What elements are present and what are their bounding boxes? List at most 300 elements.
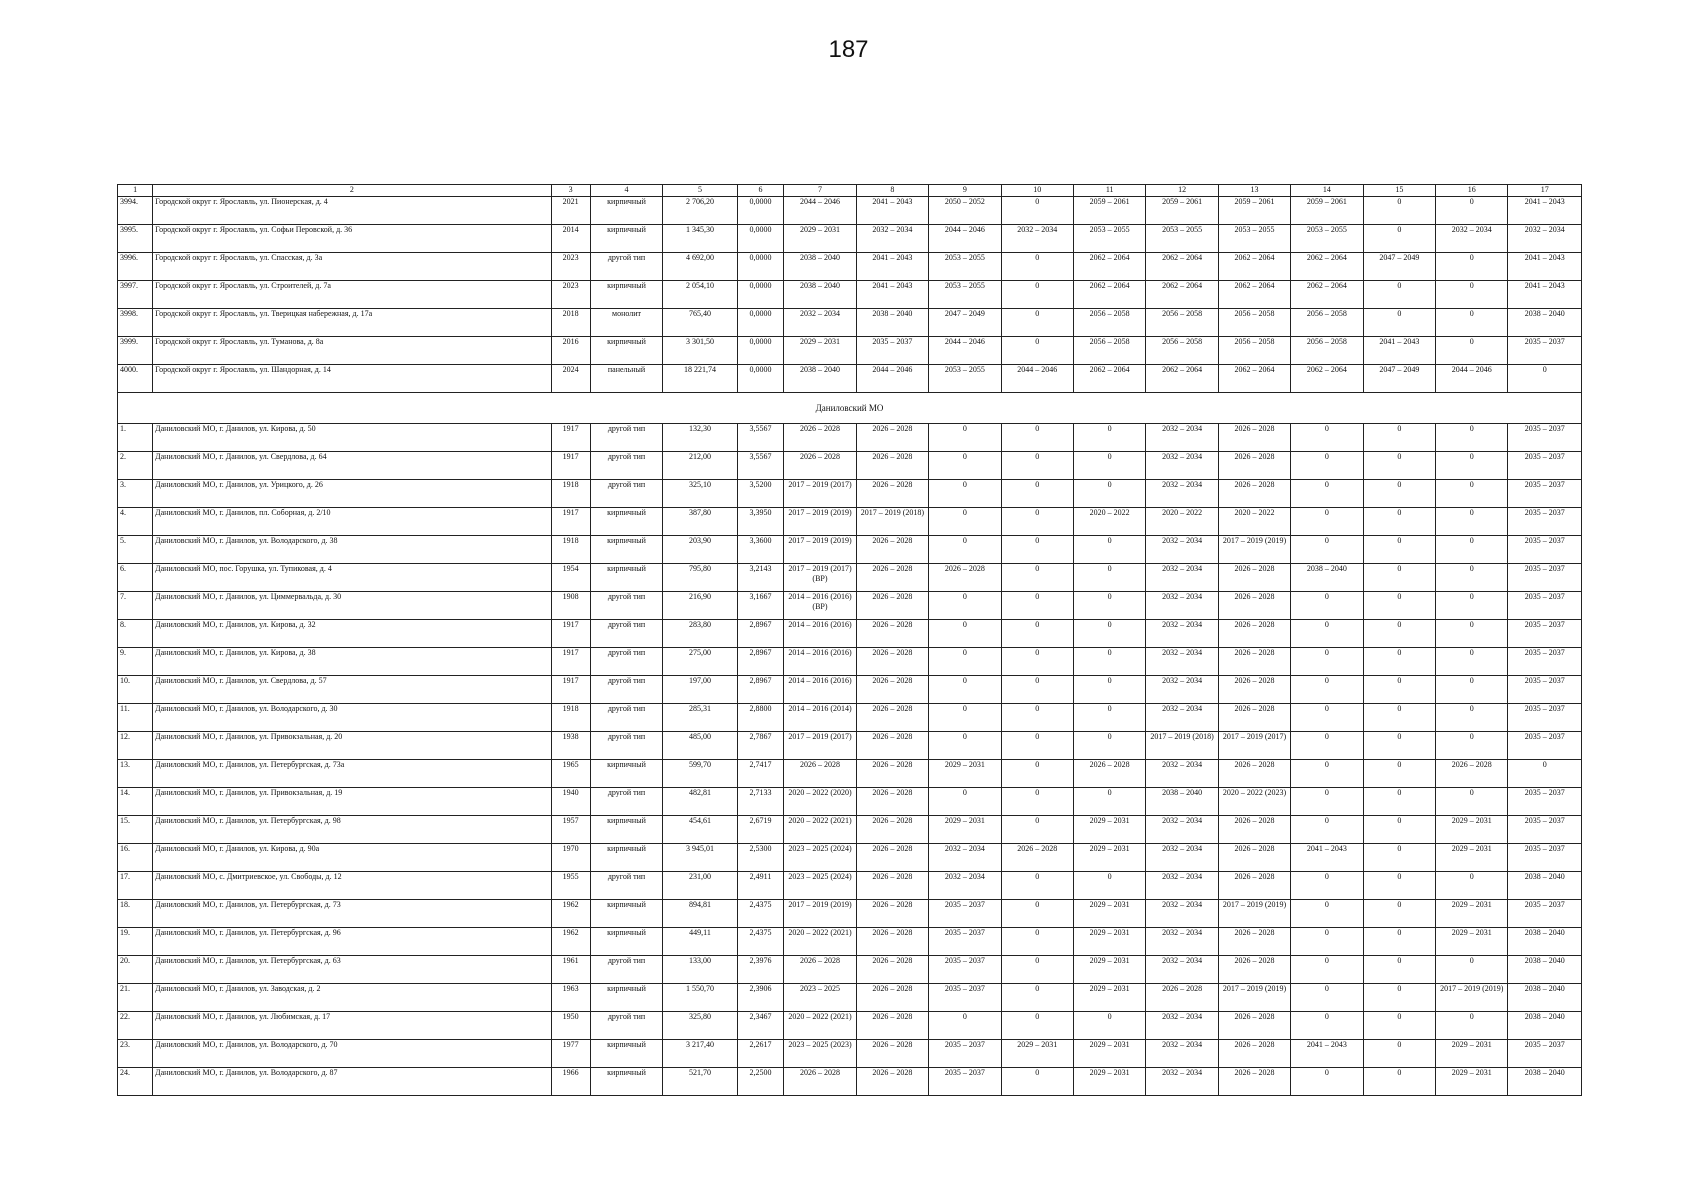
table-cell: 2029 – 2031 — [1436, 1040, 1508, 1068]
table-cell: монолит — [590, 309, 662, 337]
table-cell: 15. — [118, 816, 153, 844]
table-cell: 2026 – 2028 — [856, 704, 928, 732]
table-cell: 2041 – 2043 — [856, 281, 928, 309]
table-cell: 0 — [1363, 197, 1435, 225]
table-cell: 2026 – 2028 — [856, 788, 928, 816]
table-cell: кирпичный — [590, 760, 662, 788]
table-cell: 1917 — [551, 424, 590, 452]
table-cell: Даниловский МО, г. Данилов, ул. Свердлова, д. 64 — [153, 452, 551, 480]
table-cell: 6 — [737, 185, 784, 197]
table-cell: 2053 – 2055 — [1073, 225, 1145, 253]
table-cell: 0 — [1363, 424, 1435, 452]
table-row — [118, 1040, 1582, 1068]
table-cell: 2,4375 — [737, 928, 784, 956]
table-cell: 0 — [1001, 984, 1073, 1012]
table-cell: 2017 – 2019 (2017) — [784, 732, 856, 760]
table-cell: Даниловский МО, г. Данилов, ул. Петербургская, д. 63 — [153, 956, 551, 984]
table-cell: 0 — [1291, 424, 1363, 452]
table-cell: 283,80 — [663, 620, 737, 648]
table-cell: 0 — [1436, 337, 1508, 365]
table-cell: 2,2617 — [737, 1040, 784, 1068]
table-cell: 2038 – 2040 — [784, 253, 856, 281]
table-cell: 2017 – 2019 (2018) — [856, 508, 928, 536]
table-cell: 2029 – 2031 — [1073, 1040, 1145, 1068]
table-cell: 0 — [1001, 704, 1073, 732]
table-cell: 3,5567 — [737, 424, 784, 452]
table-cell: 3997. — [118, 281, 153, 309]
table-cell: Даниловский МО, г. Данилов, ул. Володарского, д. 87 — [153, 1068, 551, 1096]
table-row — [118, 984, 1582, 1012]
table-cell: 1 — [118, 185, 153, 197]
table-cell: 2,6719 — [737, 816, 784, 844]
table-cell: 2044 – 2046 — [1436, 365, 1508, 393]
table-cell: 2032 – 2034 — [1146, 564, 1218, 592]
table-cell: 2032 – 2034 — [1001, 225, 1073, 253]
table-cell: 1918 — [551, 704, 590, 732]
table-cell: 0 — [929, 452, 1001, 480]
table-cell: 0 — [1001, 788, 1073, 816]
table-cell: 0 — [1001, 424, 1073, 452]
table-cell: 13 — [1218, 185, 1290, 197]
table-cell: 0 — [1363, 225, 1435, 253]
table-cell: 2032 – 2034 — [1146, 648, 1218, 676]
table-cell: 2026 – 2028 — [1218, 424, 1290, 452]
table-cell: 1962 — [551, 900, 590, 928]
table-cell: 2044 – 2046 — [929, 225, 1001, 253]
table-row — [118, 676, 1582, 704]
table-cell: 2026 – 2028 — [784, 424, 856, 452]
table-cell: 0 — [1363, 309, 1435, 337]
table-cell: 16. — [118, 844, 153, 872]
table-cell: 2026 – 2028 — [784, 452, 856, 480]
table-cell: 3,3950 — [737, 508, 784, 536]
table-cell: кирпичный — [590, 928, 662, 956]
table-cell: 0 — [1001, 732, 1073, 760]
table-cell: Даниловский МО, пос. Горушка, ул. Тупиковая, д. 4 — [153, 564, 551, 592]
table-cell: 14. — [118, 788, 153, 816]
table-cell: 0 — [1001, 337, 1073, 365]
table-cell: 2032 – 2034 — [1146, 592, 1218, 620]
table-cell: 2038 – 2040 — [1508, 872, 1582, 900]
table-row — [118, 928, 1582, 956]
table-cell: 2041 – 2043 — [1508, 281, 1582, 309]
table-cell: 231,00 — [663, 872, 737, 900]
table-cell: 0 — [929, 704, 1001, 732]
table-cell: 5 — [663, 185, 737, 197]
table-cell: 2029 – 2031 — [1073, 816, 1145, 844]
table-cell: 0 — [929, 788, 1001, 816]
table-cell: 0 — [1291, 732, 1363, 760]
table-cell: 2,2500 — [737, 1068, 784, 1096]
table-cell: 16 — [1436, 185, 1508, 197]
table-cell: 0 — [1001, 648, 1073, 676]
table-cell: 3,5200 — [737, 480, 784, 508]
table-cell: 0 — [1291, 592, 1363, 620]
table-cell: 2032 – 2034 — [1146, 872, 1218, 900]
table-cell: 10 — [1001, 185, 1073, 197]
table-cell: Даниловский МО, г. Данилов, ул. Кирова, д. 38 — [153, 648, 551, 676]
table-cell: 2044 – 2046 — [1001, 365, 1073, 393]
table-cell: кирпичный — [590, 1040, 662, 1068]
table-cell: 0 — [1363, 1040, 1435, 1068]
table-cell: 0 — [1073, 536, 1145, 564]
table-cell: 2041 – 2043 — [856, 197, 928, 225]
table-cell: 2026 – 2028 — [856, 1040, 928, 1068]
table-cell: 2026 – 2028 — [856, 592, 928, 620]
table-cell: 2026 – 2028 — [1218, 564, 1290, 592]
table-cell: 2035 – 2037 — [1508, 676, 1582, 704]
table-cell: Даниловский МО, г. Данилов, ул. Кирова, д. 90а — [153, 844, 551, 872]
table-cell: 2032 – 2034 — [856, 225, 928, 253]
table-cell: другой тип — [590, 620, 662, 648]
table-cell: 2032 – 2034 — [929, 872, 1001, 900]
table-cell: 2 — [153, 185, 551, 197]
table-cell: 599,70 — [663, 760, 737, 788]
table-cell: 0 — [1001, 197, 1073, 225]
table-cell: 2032 – 2034 — [1146, 424, 1218, 452]
table-cell: 11. — [118, 704, 153, 732]
table-cell: 0 — [1073, 872, 1145, 900]
table-cell: 1917 — [551, 620, 590, 648]
table-cell: 6. — [118, 564, 153, 592]
table-cell: 2035 – 2037 — [929, 1068, 1001, 1096]
table-cell: 0,0000 — [737, 365, 784, 393]
table-cell: 2014 – 2016 (2014) — [784, 704, 856, 732]
table-cell: 0 — [1436, 281, 1508, 309]
table-cell: 1955 — [551, 872, 590, 900]
table-cell: 0 — [1001, 508, 1073, 536]
table-cell: 0 — [1001, 480, 1073, 508]
table-cell: 2056 – 2058 — [1073, 337, 1145, 365]
table-cell: 2041 – 2043 — [1363, 337, 1435, 365]
table-cell: 3995. — [118, 225, 153, 253]
table-cell: 2014 – 2016 (2016) — [784, 676, 856, 704]
table-cell: 2,4911 — [737, 872, 784, 900]
table-cell: 2023 — [551, 253, 590, 281]
table-cell: 2035 – 2037 — [1508, 900, 1582, 928]
table-cell: 1918 — [551, 480, 590, 508]
table-cell: 2062 – 2064 — [1073, 281, 1145, 309]
table-cell: Городской округ г. Ярославль, ул. Туманова, д. 8а — [153, 337, 551, 365]
table-cell: 275,00 — [663, 648, 737, 676]
table-cell: 0 — [1291, 704, 1363, 732]
table-cell: 0 — [1001, 900, 1073, 928]
table-cell: 2026 – 2028 — [1146, 984, 1218, 1012]
table-cell: 0 — [1436, 508, 1508, 536]
table-cell: 1918 — [551, 536, 590, 564]
table-cell: кирпичный — [590, 564, 662, 592]
table-cell: 2029 – 2031 — [1436, 900, 1508, 928]
table-cell: 0 — [1363, 816, 1435, 844]
table-cell: 0 — [1073, 732, 1145, 760]
table-cell: 0 — [1436, 648, 1508, 676]
table-cell: 0 — [1436, 732, 1508, 760]
table-cell: 2029 – 2031 — [929, 760, 1001, 788]
table-row — [118, 197, 1582, 225]
table-cell: 0 — [929, 508, 1001, 536]
table-row — [118, 788, 1582, 816]
table-cell: 0 — [1363, 956, 1435, 984]
table-cell: 2017 – 2019 (2017) — [784, 480, 856, 508]
table-cell: 1. — [118, 424, 153, 452]
table-cell: 449,11 — [663, 928, 737, 956]
table-cell: 2,8967 — [737, 620, 784, 648]
table-cell: 2026 – 2028 — [1218, 956, 1290, 984]
table-cell: Даниловский МО, г. Данилов, ул. Урицкого, д. 26 — [153, 480, 551, 508]
table-cell: 0 — [1073, 424, 1145, 452]
table-cell: 0,0000 — [737, 281, 784, 309]
table-cell: Городской округ г. Ярославль, ул. Софьи Перовской, д. 36 — [153, 225, 551, 253]
table-cell: 0,0000 — [737, 253, 784, 281]
table-cell: 1954 — [551, 564, 590, 592]
table-cell: 0 — [1291, 508, 1363, 536]
register-table — [117, 184, 1582, 1096]
table-cell: 2056 – 2058 — [1218, 309, 1290, 337]
table-cell: 0 — [1291, 900, 1363, 928]
table-cell: 2053 – 2055 — [1146, 225, 1218, 253]
table-cell: 3,2143 — [737, 564, 784, 592]
table-cell: 2032 – 2034 — [1146, 816, 1218, 844]
table-cell: Даниловский МО, г. Данилов, ул. Володарского, д. 30 — [153, 704, 551, 732]
table-cell: 0,0000 — [737, 225, 784, 253]
table-cell: 2032 – 2034 — [1146, 452, 1218, 480]
table-cell: 2032 – 2034 — [784, 309, 856, 337]
table-cell: 0 — [929, 648, 1001, 676]
table-cell: 2026 – 2028 — [856, 844, 928, 872]
table-cell: Даниловский МО, г. Данилов, ул. Петербургская, д. 73 — [153, 900, 551, 928]
table-cell: 3,5567 — [737, 452, 784, 480]
table-cell: 0 — [1073, 480, 1145, 508]
table-cell: 2026 – 2028 — [856, 452, 928, 480]
table-cell: 2053 – 2055 — [929, 281, 1001, 309]
table-cell: 2062 – 2064 — [1291, 253, 1363, 281]
table-cell: 212,00 — [663, 452, 737, 480]
table-cell: 0 — [1001, 1012, 1073, 1040]
table-cell: 2026 – 2028 — [1218, 760, 1290, 788]
table-cell: 0 — [1363, 788, 1435, 816]
table-cell: 2035 – 2037 — [929, 956, 1001, 984]
table-cell: 2026 – 2028 — [856, 1068, 928, 1096]
table-cell: 2026 – 2028 — [784, 956, 856, 984]
table-cell: 2023 – 2025 (2024) — [784, 844, 856, 872]
table-cell: 2026 – 2028 — [1218, 452, 1290, 480]
table-cell: 0 — [1436, 592, 1508, 620]
table-cell: 0 — [929, 480, 1001, 508]
table-cell: Городской округ г. Ярославль, ул. Пионерская, д. 4 — [153, 197, 551, 225]
table-cell: другой тип — [590, 1012, 662, 1040]
table-cell: 2038 – 2040 — [1146, 788, 1218, 816]
table-cell: 2026 – 2028 — [1218, 816, 1290, 844]
table-cell: 2017 – 2019 (2019) — [784, 536, 856, 564]
table-cell: 17. — [118, 872, 153, 900]
table-cell: 2032 – 2034 — [1508, 225, 1582, 253]
table-cell: 2041 – 2043 — [1291, 1040, 1363, 1068]
table-cell: 1970 — [551, 844, 590, 872]
table-cell: кирпичный — [590, 844, 662, 872]
table-cell: 2044 – 2046 — [929, 337, 1001, 365]
table-cell: 7 — [784, 185, 856, 197]
table-cell: 2026 – 2028 — [856, 928, 928, 956]
table-cell: 12 — [1146, 185, 1218, 197]
table-cell: 2041 – 2043 — [1508, 197, 1582, 225]
table-cell: другой тип — [590, 424, 662, 452]
table-cell: 0 — [1363, 676, 1435, 704]
table-cell: 2035 – 2037 — [1508, 704, 1582, 732]
table-cell: 0 — [1363, 704, 1435, 732]
table-cell: 0 — [1436, 564, 1508, 592]
table-cell: 2 054,10 — [663, 281, 737, 309]
table-cell: 2035 – 2037 — [1508, 592, 1582, 620]
table-cell: 4. — [118, 508, 153, 536]
table-cell: Даниловский МО, г. Данилов, ул. Петербургская, д. 73а — [153, 760, 551, 788]
table-cell: 2,7133 — [737, 788, 784, 816]
table-cell: 0 — [1363, 592, 1435, 620]
table-cell: 2023 – 2025 (2023) — [784, 1040, 856, 1068]
table-cell: 2026 – 2028 — [1218, 1012, 1290, 1040]
table-cell: 2026 – 2028 — [1218, 1068, 1290, 1096]
table-row — [118, 480, 1582, 508]
table-row — [118, 309, 1582, 337]
table-cell: 2017 – 2019 (2018) — [1146, 732, 1218, 760]
table-cell: 0 — [1001, 620, 1073, 648]
table-cell: Даниловский МО, г. Данилов, пл. Соборная, д. 2/10 — [153, 508, 551, 536]
table-cell: 2029 – 2031 — [1001, 1040, 1073, 1068]
table-cell: 2 706,20 — [663, 197, 737, 225]
table-cell: 2026 – 2028 — [929, 564, 1001, 592]
table-cell: 2026 – 2028 — [1218, 480, 1290, 508]
table-cell: 0 — [1436, 480, 1508, 508]
table-cell: 482,81 — [663, 788, 737, 816]
table-cell: 2032 – 2034 — [1146, 900, 1218, 928]
table-cell: 18. — [118, 900, 153, 928]
table-cell: 2017 – 2019 (2019) — [1218, 900, 1290, 928]
table-cell: 2035 – 2037 — [929, 984, 1001, 1012]
table-cell: 2026 – 2028 — [856, 480, 928, 508]
table-cell: 0 — [1436, 424, 1508, 452]
table-cell: 2038 – 2040 — [1508, 956, 1582, 984]
table-cell: 3,1667 — [737, 592, 784, 620]
table-row — [118, 872, 1582, 900]
table-cell: 0 — [1436, 788, 1508, 816]
table-cell: 0 — [1073, 1012, 1145, 1040]
table-cell: 0 — [1073, 704, 1145, 732]
table-cell: 2032 – 2034 — [1146, 704, 1218, 732]
table-cell: 3994. — [118, 197, 153, 225]
table-cell: 2023 – 2025 (2024) — [784, 872, 856, 900]
table-cell: 2038 – 2040 — [784, 365, 856, 393]
table-cell: 2023 – 2025 — [784, 984, 856, 1012]
table-cell: кирпичный — [590, 337, 662, 365]
table-cell: 0 — [1291, 760, 1363, 788]
table-cell: 285,31 — [663, 704, 737, 732]
table-cell: 2032 – 2034 — [1146, 1068, 1218, 1096]
table-cell: 2056 – 2058 — [1291, 309, 1363, 337]
table-cell: кирпичный — [590, 281, 662, 309]
table-cell: 2029 – 2031 — [1436, 928, 1508, 956]
table-cell: 2056 – 2058 — [1146, 309, 1218, 337]
table-cell: 2032 – 2034 — [1146, 844, 1218, 872]
table-cell: 2038 – 2040 — [1508, 984, 1582, 1012]
table-cell: Даниловский МО, г. Данилов, ул. Привокзальная, д. 20 — [153, 732, 551, 760]
table-cell: 0 — [1001, 928, 1073, 956]
table-cell: 2035 – 2037 — [1508, 620, 1582, 648]
table-cell: 9. — [118, 648, 153, 676]
table-row — [118, 281, 1582, 309]
table-cell: 2062 – 2064 — [1146, 281, 1218, 309]
table-cell: 2014 – 2016 (2016) — [784, 648, 856, 676]
table-cell: 2053 – 2055 — [1218, 225, 1290, 253]
table-cell: 3 945,01 — [663, 844, 737, 872]
table-cell: 2047 – 2049 — [929, 309, 1001, 337]
table-cell: 2,8967 — [737, 648, 784, 676]
table-cell: 3996. — [118, 253, 153, 281]
table-cell: другой тип — [590, 956, 662, 984]
table-cell: 2017 – 2019 (2019) — [1218, 536, 1290, 564]
table-cell: 216,90 — [663, 592, 737, 620]
table-cell: 2032 – 2034 — [1146, 536, 1218, 564]
table-row — [118, 592, 1582, 620]
table-cell: 0 — [1291, 984, 1363, 1012]
table-cell: кирпичный — [590, 816, 662, 844]
table-cell: 2035 – 2037 — [1508, 816, 1582, 844]
table-cell: 2. — [118, 452, 153, 480]
table-cell: 2029 – 2031 — [1073, 928, 1145, 956]
table-cell: 11 — [1073, 185, 1145, 197]
table-cell: Даниловский МО, г. Данилов, ул. Привокзальная, д. 19 — [153, 788, 551, 816]
table-cell: 2038 – 2040 — [1508, 1068, 1582, 1096]
table-cell: 2035 – 2037 — [1508, 452, 1582, 480]
table-cell: 2026 – 2028 — [1218, 1040, 1290, 1068]
table-row — [118, 225, 1582, 253]
table-cell: 2017 – 2019 (2017) — [1218, 732, 1290, 760]
table-cell: 1938 — [551, 732, 590, 760]
table-cell: 22. — [118, 1012, 153, 1040]
table-cell: Городской округ г. Ярославль, ул. Спасская, д. 3а — [153, 253, 551, 281]
table-cell: 2035 – 2037 — [1508, 1040, 1582, 1068]
table-cell: 0 — [1363, 872, 1435, 900]
table-cell: 0 — [1073, 648, 1145, 676]
table-cell: 2026 – 2028 — [856, 676, 928, 704]
table-cell: другой тип — [590, 788, 662, 816]
table-cell: 0 — [1363, 760, 1435, 788]
table-cell: 0 — [1001, 309, 1073, 337]
table-cell: 2047 – 2049 — [1363, 253, 1435, 281]
table-cell: 2029 – 2031 — [1436, 816, 1508, 844]
table-cell: 3 217,40 — [663, 1040, 737, 1068]
table-row — [118, 816, 1582, 844]
table-body — [118, 185, 1582, 1096]
table-cell: другой тип — [590, 676, 662, 704]
table-cell: 0 — [929, 676, 1001, 704]
table-cell: другой тип — [590, 732, 662, 760]
section-row — [118, 393, 1582, 424]
table-cell: 894,81 — [663, 900, 737, 928]
table-cell: 0 — [1291, 452, 1363, 480]
table-cell: 3999. — [118, 337, 153, 365]
table-cell: 2026 – 2028 — [1218, 592, 1290, 620]
table-cell: 0 — [929, 1012, 1001, 1040]
table-cell: 0 — [1436, 872, 1508, 900]
table-cell: 0 — [929, 536, 1001, 564]
table-cell: Даниловский МО, г. Данилов, ул. Петербургская, д. 96 — [153, 928, 551, 956]
table-cell: 133,00 — [663, 956, 737, 984]
table-cell: 0 — [1291, 872, 1363, 900]
table-cell: 2026 – 2028 — [856, 424, 928, 452]
table-cell: 2062 – 2064 — [1218, 365, 1290, 393]
table-cell: Даниловский МО, г. Данилов, ул. Свердлова, д. 57 — [153, 676, 551, 704]
table-cell: 18 221,74 — [663, 365, 737, 393]
table-cell: 1963 — [551, 984, 590, 1012]
